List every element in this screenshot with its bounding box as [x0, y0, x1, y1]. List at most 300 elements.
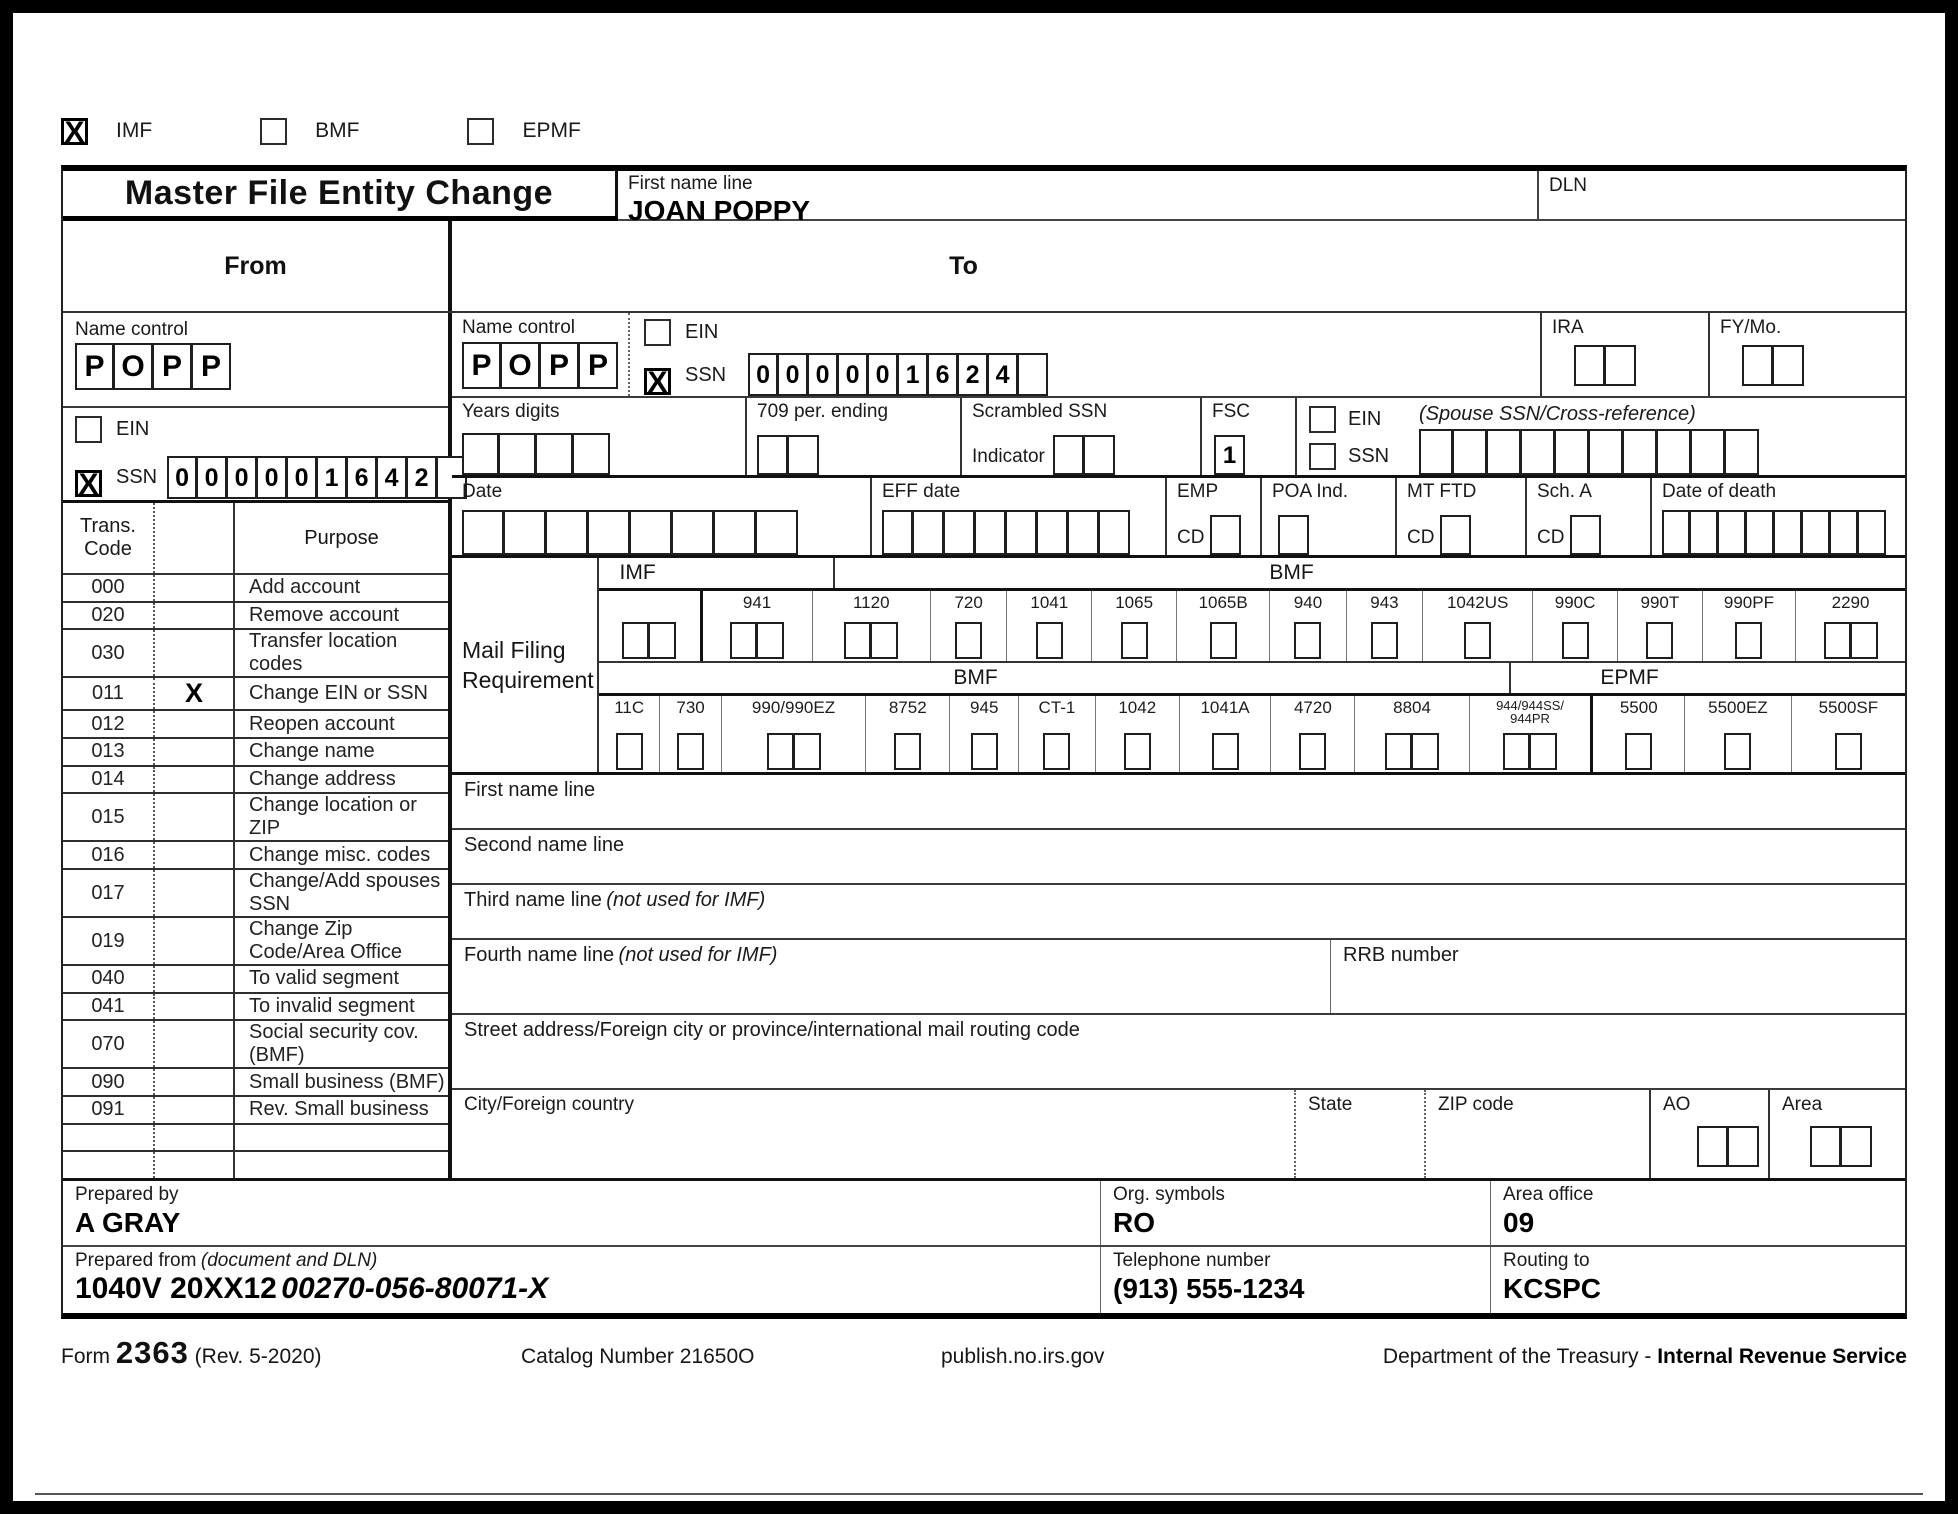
fsc-box[interactable] [1214, 435, 1295, 475]
mail-filing-boxes [1835, 733, 1862, 770]
sch-a-cd-box[interactable] [1570, 515, 1601, 555]
years-digits-boxes[interactable] [462, 433, 745, 475]
date-label: Date [462, 481, 503, 502]
trans-code-checkbox[interactable]: X [155, 678, 235, 709]
entry-box[interactable]: 1 [1214, 435, 1245, 475]
date-field[interactable] [452, 478, 872, 555]
telephone-field[interactable] [1100, 1247, 1490, 1313]
mail-filing-boxes [844, 622, 898, 659]
entry-box[interactable] [1646, 622, 1673, 659]
routing-to-label: Routing to [1503, 1250, 1590, 1271]
entry-box[interactable] [630, 510, 672, 555]
entry-box[interactable] [1728, 1126, 1759, 1167]
file-type-epmf [467, 118, 580, 145]
to-first-name-line-field[interactable] [452, 775, 1905, 830]
entry-box[interactable] [1084, 435, 1115, 475]
third-name-line-note: (not used for IMF) [606, 889, 766, 911]
entry-box[interactable] [462, 510, 504, 555]
entry-box[interactable] [1725, 429, 1759, 475]
trans-code-value: 017 [63, 870, 155, 916]
rrb-number-label: RRB number [1343, 944, 1459, 966]
prepared-from-label: Prepared from [75, 1250, 197, 1271]
entry-box[interactable]: 0 [748, 353, 778, 396]
routing-to-field[interactable] [1490, 1247, 1905, 1313]
entry-box[interactable] [1278, 515, 1309, 555]
trans-code-row [63, 767, 448, 795]
entry-box[interactable]: 6 [347, 456, 377, 499]
area-field[interactable] [1768, 1090, 1905, 1178]
entry-box[interactable] [1099, 510, 1130, 555]
trans-code-checkbox[interactable] [155, 603, 235, 629]
mail-filing-column-label: 11C [614, 697, 645, 717]
imf-checkbox[interactable]: X [61, 118, 88, 145]
trans-code-checkbox[interactable] [155, 575, 235, 601]
entry-box[interactable] [1385, 733, 1412, 770]
entry-box[interactable]: 6 [928, 353, 958, 396]
entry-box[interactable] [1657, 429, 1691, 475]
entry-box[interactable] [1742, 345, 1773, 386]
trans-purpose-header: Purpose [304, 526, 379, 549]
second-name-line-field[interactable] [452, 830, 1905, 885]
prepared-from-document: 1040V 20XX12 [75, 1272, 277, 1305]
entry-box[interactable]: 2 [407, 456, 437, 499]
mail-filing-column-label: 5500EZ [1708, 697, 1768, 717]
entry-box[interactable] [677, 733, 704, 770]
to-row-identity [452, 313, 1905, 398]
entry-box[interactable] [944, 510, 975, 555]
mail-filing-column-label: 1042 [1118, 697, 1157, 717]
mail-filing-group-imf: IMF [619, 561, 656, 584]
entry-box[interactable] [757, 622, 784, 659]
fsc-field[interactable] [1202, 398, 1297, 475]
trans-code-purpose: Add account [249, 576, 361, 599]
entry-box[interactable] [894, 733, 921, 770]
entry-box[interactable] [1043, 733, 1070, 770]
mail-filing-grid [599, 558, 1905, 772]
mail-filing-boxes [1043, 733, 1070, 770]
entry-box[interactable]: 1 [317, 456, 347, 499]
entry-box[interactable] [1746, 510, 1774, 555]
entry-box[interactable]: 0 [868, 353, 898, 396]
mt-ftd-label2: CD [1407, 527, 1435, 548]
trans-code-checkbox[interactable] [155, 767, 235, 793]
entry-box[interactable]: 0 [778, 353, 808, 396]
epmf-label: EPMF [522, 119, 581, 142]
per-709-boxes[interactable] [757, 435, 960, 475]
file-type-checkboxes [61, 113, 1907, 149]
entry-box[interactable]: P [579, 342, 618, 389]
city-field[interactable] [452, 1090, 1294, 1178]
org-symbols-field[interactable] [1100, 1181, 1490, 1245]
entry-box[interactable] [1210, 515, 1241, 555]
entry-box[interactable] [1735, 622, 1762, 659]
to-name-control-field[interactable] [452, 313, 630, 396]
epmf-checkbox[interactable] [467, 118, 494, 145]
ira-field[interactable] [1540, 313, 1708, 396]
entry-box[interactable] [1053, 435, 1084, 475]
entry-box[interactable] [913, 510, 944, 555]
trans-code-purpose: Remove account [249, 604, 400, 626]
trans-code-checkbox[interactable] [155, 794, 235, 840]
to-first-name-line-label: First name line [464, 779, 596, 801]
entry-box[interactable] [794, 733, 821, 770]
trans-code-row [63, 842, 448, 870]
trans-code-purpose: Social security cov. (BMF) [249, 1021, 419, 1067]
state-field[interactable] [1294, 1090, 1424, 1178]
trans-code-row [63, 603, 448, 631]
trans-check-header [155, 503, 235, 573]
entry-box[interactable]: P [540, 342, 579, 389]
dln-field[interactable] [1537, 171, 1905, 221]
mail-filing-boxes [622, 622, 676, 659]
mail-filing-boxes [955, 622, 982, 659]
date-boxes[interactable] [462, 510, 870, 555]
trans-code-checkbox[interactable] [155, 1097, 235, 1123]
mail-filing-column [1346, 591, 1422, 661]
org-symbols-value: RO [1113, 1207, 1155, 1238]
mail-filing-column-label: 1041 [1030, 593, 1069, 612]
mail-filing-column-label: 2290 [1831, 593, 1870, 612]
trans-code-checkbox[interactable] [155, 1021, 235, 1067]
entry-box[interactable] [1625, 733, 1652, 770]
trans-code-row [63, 1021, 448, 1069]
mail-filing-column [1422, 591, 1532, 661]
trans-code-value: 091 [63, 1097, 155, 1123]
mail-filing-column [599, 696, 659, 772]
fourth-name-line-field[interactable] [452, 940, 1330, 1013]
entry-box[interactable] [1691, 429, 1725, 475]
area-office-value: 09 [1503, 1207, 1535, 1238]
mail-filing-boxes [1625, 733, 1652, 770]
entry-box[interactable] [1605, 345, 1636, 386]
from-ssn-checkbox[interactable]: X [75, 470, 102, 497]
scrambled-ssn-field[interactable] [962, 398, 1202, 475]
first-name-line-field[interactable] [618, 171, 1537, 226]
fy-mo-boxes[interactable] [1742, 345, 1804, 386]
street-address-field[interactable] [452, 1015, 1905, 1090]
from-name-control-field[interactable] [63, 313, 448, 408]
to-name-control-boxes[interactable] [462, 342, 618, 389]
entry-box[interactable] [788, 435, 819, 475]
third-name-line-field[interactable] [452, 885, 1905, 940]
entry-box[interactable] [714, 510, 756, 555]
telephone-value: (913) 555-1234 [1113, 1273, 1305, 1304]
trans-code-checkbox[interactable] [155, 842, 235, 868]
entry-box[interactable] [1851, 622, 1878, 659]
mail-filing-column [1617, 591, 1702, 661]
mail-filing-boxes [1036, 622, 1063, 659]
entry-box[interactable] [1419, 429, 1453, 475]
entry-box[interactable] [1212, 733, 1239, 770]
mail-filing-boxes [1503, 733, 1557, 770]
state-label: State [1308, 1094, 1353, 1115]
entry-box[interactable]: 0 [808, 353, 838, 396]
ao-boxes[interactable] [1697, 1126, 1759, 1167]
trans-code-purpose: To valid segment [249, 967, 400, 990]
entry-box[interactable] [504, 510, 546, 555]
entry-box[interactable]: O [501, 342, 540, 389]
entry-box[interactable]: 0 [227, 456, 257, 499]
entry-box[interactable] [882, 510, 913, 555]
mail-filing-column-label: 4720 [1293, 697, 1332, 717]
mail-filing-boxes [1824, 622, 1878, 659]
entry-box[interactable] [1555, 429, 1589, 475]
entry-box[interactable] [1006, 510, 1037, 555]
entry-box[interactable] [1464, 622, 1491, 659]
file-type-imf [61, 115, 153, 149]
prepared-from-note: (document and DLN) [200, 1250, 378, 1271]
to-row-dates [452, 478, 1905, 558]
entry-box[interactable] [767, 733, 794, 770]
mail-filing-column [1179, 696, 1271, 772]
entry-box[interactable] [1724, 733, 1751, 770]
scrambled-ssn-label1: Scrambled SSN [972, 401, 1108, 422]
spouse-ssn-boxes[interactable] [1419, 429, 1759, 475]
entry-box[interactable] [1294, 622, 1321, 659]
entry-box[interactable]: 0 [257, 456, 287, 499]
trans-code-checkbox[interactable] [155, 711, 235, 737]
entry-box[interactable] [1440, 515, 1471, 555]
mail-filing-column-label: 990C [1554, 593, 1596, 612]
mail-filing-column [812, 591, 930, 661]
from-ein-ssn-area [63, 408, 448, 503]
entry-box[interactable] [1037, 510, 1068, 555]
entry-box[interactable] [499, 433, 536, 475]
spouse-ssn-checkbox[interactable] [1309, 443, 1336, 470]
entry-box[interactable] [1810, 1126, 1841, 1167]
entry-box[interactable] [588, 510, 630, 555]
date-of-death-field[interactable] [1652, 478, 1905, 555]
entry-box[interactable] [1718, 510, 1746, 555]
entry-box[interactable] [1453, 429, 1487, 475]
entry-box[interactable] [757, 435, 788, 475]
prepared-by-field[interactable] [63, 1181, 1100, 1245]
mail-filing-column [659, 696, 720, 772]
entry-box[interactable] [622, 622, 649, 659]
trans-code-value: 040 [63, 966, 155, 992]
to-ssn-checkbox[interactable]: X [644, 368, 671, 395]
prepared-from-field[interactable] [63, 1247, 1100, 1313]
file-type-bmf [260, 118, 359, 145]
mail-filing-boxes [1385, 733, 1439, 770]
third-name-line-label: Third name line [464, 889, 602, 911]
mail-filing-boxes [1121, 622, 1148, 659]
fy-mo-field[interactable] [1708, 313, 1905, 396]
entry-box[interactable] [844, 622, 871, 659]
entry-box[interactable] [1830, 510, 1858, 555]
per-709-field[interactable] [747, 398, 962, 475]
mail-filing-boxes [1724, 733, 1751, 770]
entry-box[interactable]: 4 [377, 456, 407, 499]
entry-box[interactable] [1299, 733, 1326, 770]
form-frame [61, 165, 1907, 1319]
date-of-death-boxes[interactable] [1662, 510, 1905, 555]
mail-filing-column-label: 1042US [1446, 593, 1509, 612]
entry-box[interactable] [1824, 622, 1851, 659]
entry-box[interactable]: 1 [898, 353, 928, 396]
form-title-cell [63, 171, 618, 221]
entry-box[interactable] [1574, 345, 1605, 386]
entry-box[interactable] [975, 510, 1006, 555]
trans-code-checkbox[interactable] [155, 1069, 235, 1095]
from-ssn-boxes[interactable] [167, 456, 467, 499]
entry-box[interactable] [1121, 622, 1148, 659]
routing-to-value: KCSPC [1503, 1273, 1602, 1304]
trans-code-checkbox[interactable] [155, 870, 235, 916]
entry-box[interactable]: P [75, 343, 114, 390]
entry-box[interactable] [730, 622, 757, 659]
mt-ftd-cd-field[interactable] [1397, 478, 1527, 555]
trans-code-value: 013 [63, 739, 155, 765]
entry-box[interactable] [1210, 622, 1237, 659]
entry-box[interactable]: 2 [958, 353, 988, 396]
mail-filing-requirement-label: Mail Filing Requirement [452, 558, 599, 772]
entry-box[interactable] [1802, 510, 1830, 555]
entry-box[interactable] [616, 733, 643, 770]
mt-ftd-cd-box[interactable] [1440, 515, 1471, 555]
emp-cd-box[interactable] [1210, 515, 1241, 555]
entry-box[interactable]: P [153, 343, 192, 390]
zip-code-field[interactable] [1424, 1090, 1649, 1178]
trans-code-row [63, 1069, 448, 1097]
entry-box[interactable] [1773, 345, 1804, 386]
entry-box[interactable] [1412, 733, 1439, 770]
sch-a-cd-field[interactable] [1527, 478, 1652, 555]
entry-box[interactable] [1774, 510, 1802, 555]
poa-ind-field[interactable] [1262, 478, 1397, 555]
entry-box[interactable] [1858, 510, 1886, 555]
bmf-checkbox[interactable] [260, 118, 287, 145]
trans-code-checkbox[interactable] [155, 1125, 235, 1151]
rrb-number-field[interactable] [1330, 940, 1905, 1013]
mail-filing-boxes [1464, 622, 1491, 659]
entry-box[interactable]: P [462, 342, 501, 389]
entry-box[interactable] [871, 622, 898, 659]
area-office-field[interactable] [1490, 1181, 1905, 1245]
fourth-name-line-row [452, 940, 1905, 1015]
entry-box[interactable] [1530, 733, 1557, 770]
trans-code-purpose: Change address [249, 768, 396, 791]
entry-box[interactable] [1690, 510, 1718, 555]
entry-box[interactable] [1662, 510, 1690, 555]
mail-filing-requirement-section [452, 558, 1905, 775]
entry-box[interactable] [1841, 1126, 1872, 1167]
to-ssn-boxes[interactable] [748, 353, 1048, 396]
mail-filing-column-label: 941 [742, 593, 772, 612]
from-ein-checkbox[interactable] [75, 416, 102, 443]
trans-code-checkbox[interactable] [155, 630, 235, 676]
mail-filing-column [865, 696, 949, 772]
fy-mo-label: FY/Mo. [1720, 317, 1782, 338]
entry-box[interactable] [1623, 429, 1657, 475]
eff-date-field[interactable] [872, 478, 1167, 555]
entry-box[interactable] [1589, 429, 1623, 475]
entry-box[interactable] [462, 433, 499, 475]
mail-filing-group-bmf: BMF [953, 665, 998, 689]
entry-box[interactable] [1835, 733, 1862, 770]
entry-box[interactable] [1562, 622, 1589, 659]
entry-box[interactable] [1487, 429, 1521, 475]
trans-code-checkbox[interactable] [155, 739, 235, 765]
mail-filing-column-label: 945 [970, 697, 999, 717]
entry-box[interactable] [672, 510, 714, 555]
trans-code-checkbox[interactable] [155, 918, 235, 964]
telephone-label: Telephone number [1113, 1250, 1271, 1271]
trans-code-checkbox[interactable] [155, 966, 235, 992]
entry-box[interactable] [546, 510, 588, 555]
mt-ftd-label1: MT FTD [1407, 481, 1477, 502]
to-ein-checkbox[interactable] [644, 319, 671, 346]
years-digits-field[interactable] [452, 398, 747, 475]
entry-box[interactable] [1068, 510, 1099, 555]
from-name-control-boxes[interactable] [75, 343, 231, 390]
entry-box[interactable] [536, 433, 573, 475]
scrambled-ssn-boxes[interactable] [1053, 435, 1115, 475]
entry-box[interactable] [1503, 733, 1530, 770]
org-symbols-label: Org. symbols [1113, 1184, 1225, 1205]
mail-filing-column [1269, 591, 1345, 661]
ira-boxes[interactable] [1574, 345, 1636, 386]
entry-box[interactable]: 0 [167, 456, 197, 499]
entry-box[interactable]: O [114, 343, 153, 390]
trans-code-checkbox[interactable] [155, 1152, 235, 1178]
entry-box[interactable] [756, 510, 798, 555]
entry-box[interactable] [955, 622, 982, 659]
to-ssn-label: SSN [685, 364, 727, 386]
entry-box[interactable] [1018, 353, 1048, 396]
entry-box[interactable] [649, 622, 676, 659]
first-name-line-label: First name line [628, 173, 753, 194]
form-title: Master File Entity Change [124, 174, 554, 212]
entry-box[interactable] [1697, 1126, 1728, 1167]
entry-box[interactable] [1036, 622, 1063, 659]
mail-filing-column [1791, 696, 1905, 772]
entry-box[interactable]: 0 [197, 456, 227, 499]
mail-filing-column [700, 591, 812, 661]
entry-box[interactable] [1570, 515, 1601, 555]
to-ein-ssn-area [630, 313, 1540, 399]
mail-filing-column [1270, 696, 1354, 772]
to-section-header: To [949, 251, 978, 280]
entry-box[interactable] [1124, 733, 1151, 770]
entry-box[interactable]: 0 [838, 353, 868, 396]
entry-box[interactable] [1521, 429, 1555, 475]
bmf-label: BMF [315, 119, 360, 142]
entry-box[interactable] [1371, 622, 1398, 659]
entry-box[interactable]: P [192, 343, 231, 390]
mail-filing-column-label: 5500 [1619, 697, 1658, 717]
eff-date-boxes[interactable] [882, 510, 1165, 555]
spouse-ein-checkbox[interactable] [1309, 406, 1336, 433]
fourth-name-line-note: (not used for IMF) [618, 944, 778, 966]
catalog-number: Catalog Number 21650O [521, 1345, 755, 1368]
entry-box[interactable]: 4 [988, 353, 1018, 396]
mail-filing-column [1702, 591, 1795, 661]
mail-filing-boxes [1299, 733, 1326, 770]
mail-filing-column-label: 944/944SS/ 944PR [1496, 697, 1565, 726]
entry-box[interactable] [573, 433, 610, 475]
emp-cd-field[interactable] [1167, 478, 1262, 555]
entry-box[interactable]: 0 [287, 456, 317, 499]
area-boxes[interactable] [1810, 1126, 1872, 1167]
trans-code-checkbox[interactable] [155, 994, 235, 1020]
to-section [452, 313, 1905, 1178]
poa-ind-box[interactable] [1278, 515, 1395, 555]
ao-field[interactable] [1649, 1090, 1768, 1178]
mail-filing-column [1795, 591, 1905, 661]
entry-box[interactable] [971, 733, 998, 770]
trans-code-value [63, 1152, 155, 1178]
